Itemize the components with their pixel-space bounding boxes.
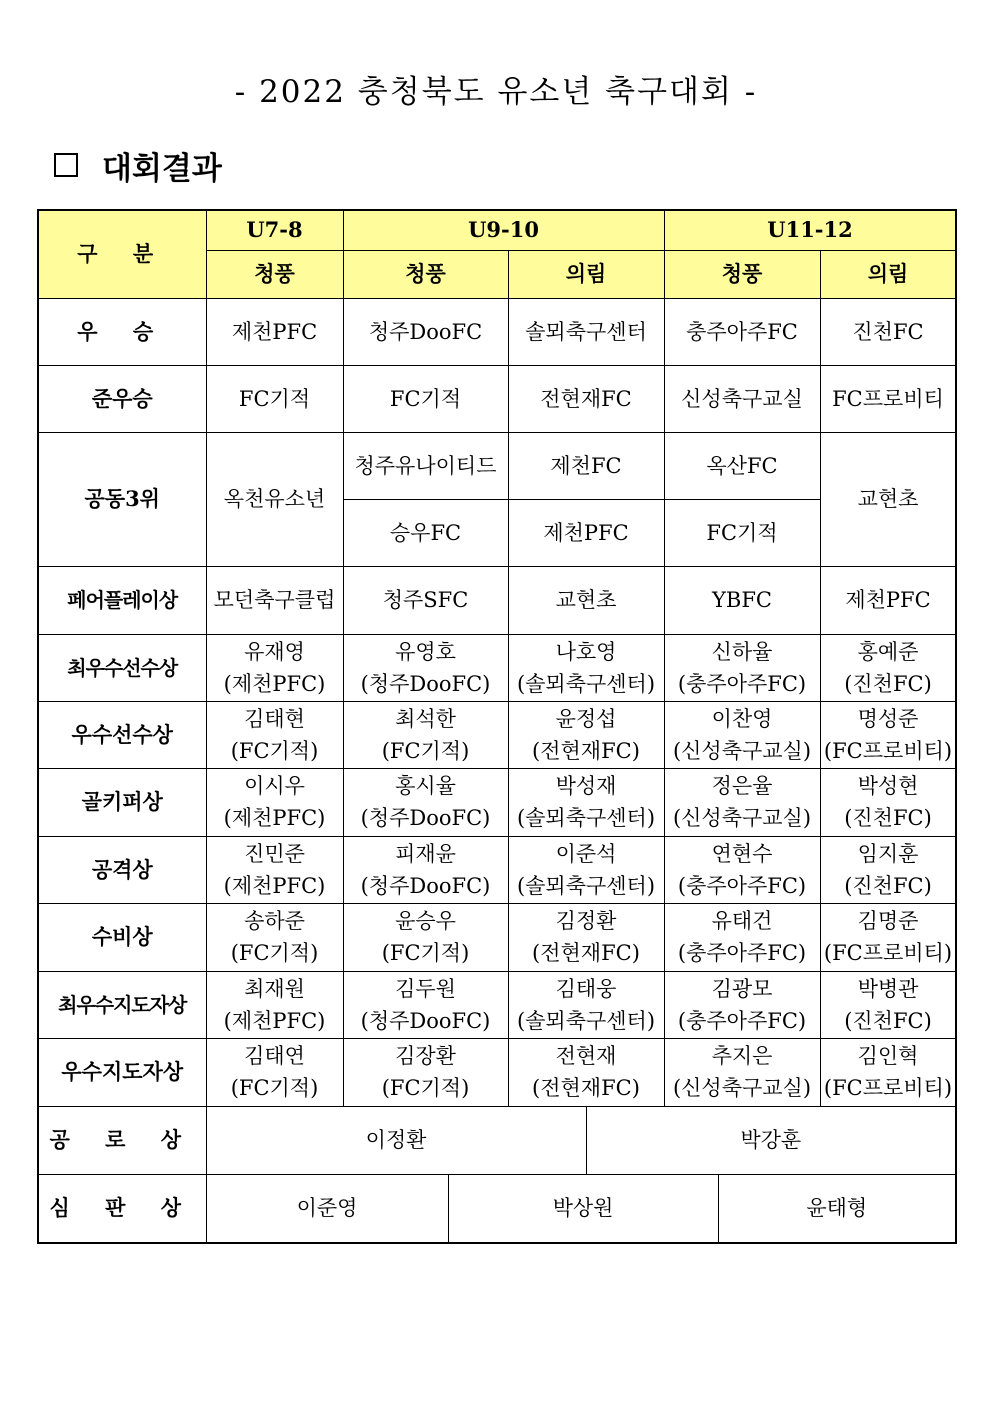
table-cell: FC기적 [206, 365, 343, 432]
winner-team: (FC기적) [230, 738, 319, 763]
winner-team: (FC프로비티) [823, 941, 953, 965]
winner-team: (진천FC) [844, 873, 932, 898]
table-cell: YBFC [664, 566, 820, 634]
row-label: 우수선수상 [38, 701, 206, 768]
winner-name: 송하준 [244, 909, 305, 933]
winner-team: (FC기적) [381, 941, 470, 965]
winner-team: (제천PFC) [223, 806, 326, 830]
winner-name: 신하율 [711, 639, 773, 664]
award-cell [206, 836, 343, 903]
winner-team: (청주DooFC) [360, 806, 491, 830]
winner-name: 이시우 [244, 774, 305, 798]
award-cell [820, 836, 956, 903]
table-cell: 윤태형 [806, 1196, 868, 1220]
winner-name: 유영호 [395, 639, 456, 664]
award-cell [206, 768, 343, 836]
table-cell: 교현초 [820, 432, 956, 566]
winner-name: 명성준 [857, 706, 919, 731]
winner-team: (솔뫼축구센터) [516, 806, 656, 830]
winner-team: (솔뫼축구센터) [516, 1008, 656, 1033]
row-label: 공격상 [38, 836, 206, 903]
winner-name: 김태현 [244, 706, 305, 731]
table-row-winner [38, 298, 956, 365]
table-cell: FC프로비티 [820, 365, 956, 432]
table-cell: 이준영 [207, 1175, 449, 1242]
winner-name: 윤정섭 [555, 706, 617, 731]
row-label: 우 승 [38, 298, 206, 365]
award-cell [820, 903, 956, 971]
table-row-referee [38, 1174, 956, 1243]
award-cell [664, 1038, 820, 1106]
winner-team: (신성축구교실) [672, 1076, 812, 1100]
sub-header: 청풍 [206, 250, 343, 298]
winner-team: (신성축구교실) [672, 806, 812, 830]
table-row-merit [38, 1106, 956, 1174]
table-cell: 제천PFC [820, 566, 956, 634]
winner-name: 임지훈 [857, 841, 919, 866]
award-cell [508, 634, 664, 701]
results-table [37, 209, 957, 1244]
award-cell [206, 701, 343, 768]
winner-team: (진천FC) [844, 806, 932, 830]
section-heading-text: 대회결과 [102, 150, 222, 187]
table-cell: 솔뫼축구센터 [508, 298, 664, 365]
table-cell: 제천FC [508, 432, 664, 499]
referee-cells [206, 1174, 956, 1243]
winner-team: (전현재FC) [532, 1076, 640, 1100]
sub-header: 청풍 [343, 250, 508, 298]
award-cell [820, 634, 956, 701]
winner-team: (진천FC) [844, 671, 932, 696]
table-cell: 제천PFC [508, 499, 664, 566]
award-cell [343, 701, 508, 768]
winner-team: (청주DooFC) [360, 671, 491, 696]
winner-name: 최재원 [244, 976, 305, 1001]
winner-team: (전현재FC) [532, 941, 640, 965]
winner-name: 박병관 [857, 976, 919, 1001]
table-cell: 모던축구클럽 [206, 566, 343, 634]
empty-square-icon [54, 153, 78, 177]
winner-name: 김두원 [395, 976, 456, 1001]
award-cell [206, 971, 343, 1038]
award-cell [206, 1038, 343, 1106]
award-cell [664, 971, 820, 1038]
winner-name: 연현수 [711, 841, 773, 866]
winner-team: (청주DooFC) [360, 873, 491, 898]
award-cell [206, 903, 343, 971]
table-row-third-a [38, 432, 956, 499]
award-cell [664, 836, 820, 903]
winner-team: (충주아주FC) [677, 671, 807, 696]
table-row-attack [38, 836, 956, 903]
winner-team: (진천FC) [844, 1008, 932, 1033]
group-header-u7-8: U7-8 [206, 210, 343, 250]
row-label: 우수지도자상 [38, 1038, 206, 1106]
winner-team: (솔뫼축구센터) [516, 671, 656, 696]
row-label: 골키퍼상 [38, 768, 206, 836]
table-row-coach [38, 1038, 956, 1106]
header-row-groups [38, 210, 956, 250]
table-row-runner-up [38, 365, 956, 432]
row-label: 심 판 상 [38, 1174, 206, 1243]
winner-team: (제천PFC) [223, 671, 326, 696]
award-cell [343, 836, 508, 903]
winner-name: 김광모 [711, 976, 773, 1001]
winner-name: 김명준 [857, 909, 919, 933]
winner-name: 홍시율 [395, 774, 456, 798]
row-label: 공동3위 [38, 432, 206, 566]
table-row-defense [38, 903, 956, 971]
award-cell [343, 971, 508, 1038]
winner-name: 정은율 [711, 774, 773, 798]
table-cell: 제천PFC [206, 298, 343, 365]
table-cell: 전현재FC [508, 365, 664, 432]
table-cell: 옥천유소년 [206, 432, 343, 566]
table-cell: 옥산FC [664, 432, 820, 499]
table-cell: 교현초 [508, 566, 664, 634]
award-cell [820, 768, 956, 836]
winner-name: 김정환 [555, 909, 617, 933]
table-cell: FC기적 [343, 365, 508, 432]
winner-name: 전현재 [555, 1044, 617, 1068]
winner-team: (FC기적) [230, 1076, 319, 1100]
row-label: 최우수선수상 [38, 634, 206, 701]
table-row-goalkeeper [38, 768, 956, 836]
row-label: 준우승 [38, 365, 206, 432]
page-title: - 2022 충청북도 유소년 축구대회 - [234, 74, 758, 110]
table-row-excellent [38, 701, 956, 768]
table-cell: 청주유나이티드 [343, 432, 508, 499]
winner-team: (신성축구교실) [672, 738, 812, 763]
table-cell: 청주SFC [343, 566, 508, 634]
group-header-u11-12: U11-12 [664, 210, 956, 250]
award-cell [508, 836, 664, 903]
winner-name: 김장환 [395, 1044, 456, 1068]
table-cell: 신성축구교실 [664, 365, 820, 432]
winner-name: 추지은 [711, 1044, 773, 1068]
award-cell [343, 1038, 508, 1106]
award-cell [664, 634, 820, 701]
group-header-u9-10: U9-10 [343, 210, 664, 250]
table-cell: 박상원 [449, 1175, 719, 1242]
winner-name: 윤승우 [395, 909, 456, 933]
winner-team: (충주아주FC) [677, 1008, 807, 1033]
sub-header: 청풍 [664, 250, 820, 298]
table-row-mvp [38, 634, 956, 701]
winner-name: 유재영 [244, 639, 305, 664]
award-cell [508, 1038, 664, 1106]
table-cell: 충주아주FC [664, 298, 820, 365]
winner-team: (FC프로비티) [823, 738, 953, 763]
row-label: 공 로 상 [38, 1106, 206, 1174]
award-cell [508, 903, 664, 971]
table-cell: 박강훈 [740, 1128, 802, 1152]
award-cell [820, 701, 956, 768]
award-cell [508, 971, 664, 1038]
table-row-fairplay [38, 566, 956, 634]
table-row-best-coach [38, 971, 956, 1038]
award-cell [820, 971, 956, 1038]
winner-team: (FC기적) [230, 941, 319, 965]
winner-name: 피재윤 [395, 841, 456, 866]
award-cell [343, 768, 508, 836]
row-label: 수비상 [38, 903, 206, 971]
winner-name: 최석한 [395, 706, 456, 731]
winner-team: (충주아주FC) [677, 941, 807, 965]
winner-team: (충주아주FC) [677, 873, 807, 898]
winner-team: (솔뫼축구센터) [516, 873, 656, 898]
winner-name: 김태웅 [555, 976, 617, 1001]
row-label: 최우수지도자상 [38, 971, 206, 1038]
award-cell [343, 903, 508, 971]
row-label: 페어플레이상 [38, 566, 206, 634]
sub-header: 의림 [820, 250, 956, 298]
winner-name: 이찬영 [711, 706, 773, 731]
table-cell: 승우FC [343, 499, 508, 566]
section-heading [54, 142, 222, 188]
merit-cells [206, 1106, 956, 1174]
winner-team: (FC기적) [381, 1076, 470, 1100]
winner-name: 박성재 [555, 774, 617, 798]
award-cell [508, 701, 664, 768]
award-cell [508, 768, 664, 836]
award-cell [820, 1038, 956, 1106]
winner-name: 김태연 [244, 1044, 305, 1068]
winner-team: (청주DooFC) [360, 1008, 491, 1033]
winner-team: (제천PFC) [223, 873, 326, 898]
winner-team: (FC기적) [381, 738, 470, 763]
winner-name: 홍예준 [857, 639, 919, 664]
winner-name: 진민준 [244, 841, 305, 866]
winner-name: 이준석 [555, 841, 617, 866]
winner-team: (제천PFC) [223, 1008, 326, 1033]
table-cell: 진천FC [820, 298, 956, 365]
sub-header: 의림 [508, 250, 664, 298]
winner-name: 나호영 [555, 639, 617, 664]
winner-team: (FC프로비티) [823, 1076, 953, 1100]
award-cell [664, 903, 820, 971]
table-cell: 이정환 [207, 1107, 587, 1174]
winner-name: 김인혁 [857, 1044, 919, 1068]
category-header: 구 분 [38, 210, 206, 298]
award-cell [664, 768, 820, 836]
table-cell: FC기적 [664, 499, 820, 566]
award-cell [343, 634, 508, 701]
winner-name: 박성현 [857, 774, 919, 798]
award-cell [206, 634, 343, 701]
winner-name: 유태건 [711, 909, 773, 933]
winner-team: (전현재FC) [532, 738, 640, 763]
award-cell [664, 701, 820, 768]
table-cell: 청주DooFC [343, 298, 508, 365]
